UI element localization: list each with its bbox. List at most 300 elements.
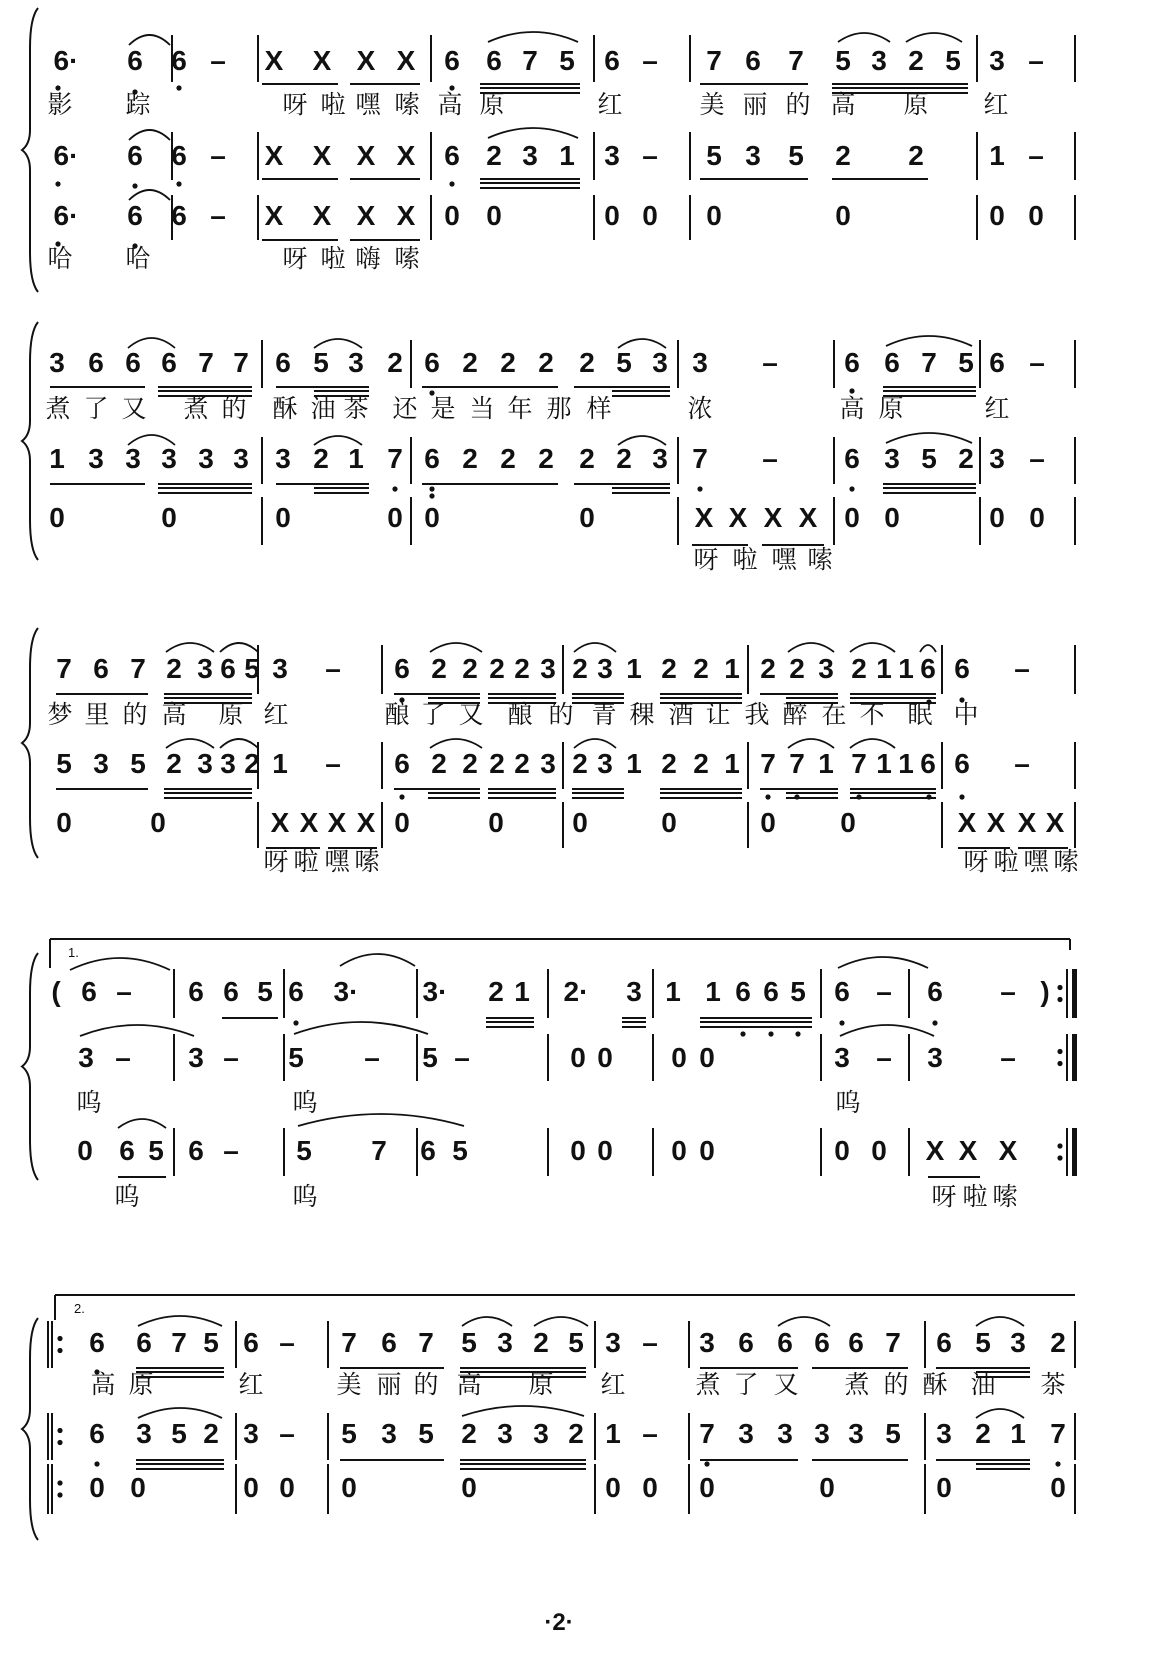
note: 6 — [844, 443, 860, 474]
note: 0 — [604, 200, 620, 231]
slur — [298, 1114, 464, 1126]
note: 2 — [431, 653, 447, 684]
note: 5 — [418, 1418, 434, 1449]
lyric-syllable: 哈 — [125, 244, 151, 273]
note: 3· — [422, 976, 448, 1007]
lyric-syllable: 煮 — [844, 1370, 870, 1399]
note: 0 — [486, 200, 502, 231]
note: 1 — [348, 443, 364, 474]
note: 6 — [88, 347, 104, 378]
lyric-syllable: 美 — [336, 1370, 362, 1399]
lyric-syllable: 让 — [705, 700, 731, 729]
lyric-syllable: 原 — [218, 700, 244, 729]
note: 6 — [848, 1327, 864, 1358]
note: 6 — [954, 653, 970, 684]
octave-dot — [697, 486, 702, 491]
note: 2 — [514, 653, 530, 684]
note: 3 — [652, 443, 668, 474]
note: 6 — [89, 1418, 105, 1449]
note: 1 — [989, 140, 1005, 171]
note: 3 — [197, 653, 213, 684]
octave-dot — [57, 1336, 62, 1341]
slur — [788, 739, 834, 748]
note: 5 — [257, 976, 273, 1007]
note: 0 — [699, 1472, 715, 1503]
note: 3 — [927, 1042, 943, 1073]
note: 5 — [296, 1135, 312, 1166]
lyric-syllable: 又 — [773, 1370, 799, 1399]
lyric-syllable: 嗦 — [1053, 847, 1079, 876]
note: – — [210, 45, 226, 76]
note: 3 — [540, 748, 556, 779]
note: – — [1014, 653, 1030, 684]
note: 0 — [572, 807, 588, 838]
note: – — [642, 1418, 658, 1449]
note: 2 — [538, 443, 554, 474]
note: 5 — [341, 1418, 357, 1449]
note: X — [694, 502, 714, 533]
note: 2 — [514, 748, 530, 779]
system-bracket — [22, 322, 38, 560]
note: 5 — [788, 140, 804, 171]
system-bracket — [22, 628, 38, 858]
note: 6 — [486, 45, 502, 76]
octave-dot — [293, 1020, 298, 1025]
octave-dot — [57, 1440, 62, 1445]
note: 6 — [814, 1327, 830, 1358]
note: 1 — [876, 748, 892, 779]
octave-dot — [704, 1461, 709, 1466]
note: 5 — [975, 1327, 991, 1358]
note: 6 — [424, 347, 440, 378]
note: 1 — [876, 653, 892, 684]
note: 3 — [233, 443, 249, 474]
slur — [850, 643, 895, 652]
note: X — [763, 502, 783, 533]
slur — [340, 954, 415, 966]
note: – — [876, 976, 892, 1007]
lyric-syllable: 呜 — [76, 1088, 102, 1117]
note: – — [210, 140, 226, 171]
lyric-syllable: 青 — [591, 700, 617, 729]
note: 0 — [605, 1472, 621, 1503]
slur — [430, 643, 482, 652]
lyric-syllable: 原 — [128, 1370, 154, 1399]
note: 0 — [49, 502, 65, 533]
octave-dot — [57, 1492, 62, 1497]
octave-dot — [926, 794, 931, 799]
lyric-syllable: 高 — [456, 1370, 482, 1399]
note: 3 — [848, 1418, 864, 1449]
note: 6 — [275, 347, 291, 378]
note: 6 — [745, 45, 761, 76]
lyric-syllable: 呜 — [292, 1088, 318, 1117]
slur — [129, 35, 170, 45]
octave-dot — [57, 1348, 62, 1353]
note: 7 — [233, 347, 249, 378]
lyric-syllable: 了 — [420, 700, 446, 729]
note: 6 — [171, 140, 187, 171]
note: X — [986, 807, 1006, 838]
note: 7 — [921, 347, 937, 378]
note: 3 — [871, 45, 887, 76]
note: 1 — [898, 653, 914, 684]
lyric-syllable: 嗦 — [992, 1182, 1018, 1211]
lyric-syllable: 煮 — [695, 1370, 721, 1399]
note: 5 — [56, 748, 72, 779]
note: 5 — [288, 1042, 304, 1073]
note: 5 — [148, 1135, 164, 1166]
note: 3 — [597, 748, 613, 779]
note: 6 — [920, 748, 936, 779]
octave-dot — [429, 493, 434, 498]
lyric-syllable: 嗦 — [354, 847, 380, 876]
note: ) — [1040, 976, 1050, 1007]
note: 3 — [989, 443, 1005, 474]
note: 2 — [572, 653, 588, 684]
note: 3 — [136, 1418, 152, 1449]
note: 6 — [119, 1135, 135, 1166]
slur — [430, 739, 482, 748]
note: 7 — [522, 45, 538, 76]
note: X — [1017, 807, 1037, 838]
note: X — [327, 807, 347, 838]
note: 0 — [706, 200, 722, 231]
slur — [138, 1408, 222, 1418]
slur — [886, 433, 972, 443]
note: 5 — [958, 347, 974, 378]
lyric-syllable: 嘿 — [324, 847, 350, 876]
octave-dot — [795, 1031, 800, 1036]
slur — [462, 1317, 512, 1326]
slur — [840, 1025, 934, 1036]
note: X — [925, 1135, 945, 1166]
octave-dot — [932, 1020, 937, 1025]
lyric-syllable: 茶 — [1040, 1370, 1066, 1399]
lyric-syllable: 油 — [310, 394, 336, 423]
octave-dot — [449, 181, 454, 186]
lyric-syllable: 呀 — [963, 847, 989, 876]
note: 6 — [127, 200, 143, 231]
note: 6 — [127, 140, 143, 171]
note: 3 — [604, 140, 620, 171]
note: 1 — [1010, 1418, 1026, 1449]
note: 2 — [760, 653, 776, 684]
note: 1 — [49, 443, 65, 474]
slur — [138, 1316, 222, 1326]
note: 0 — [760, 807, 776, 838]
slur — [129, 130, 170, 140]
octave-dot — [1057, 1143, 1062, 1148]
note: 2 — [693, 748, 709, 779]
note: 6 — [394, 748, 410, 779]
lyric-syllable: 红 — [263, 700, 289, 729]
note: 0 — [461, 1472, 477, 1503]
lyric-syllable: 高 — [437, 90, 463, 119]
note: 6 — [161, 347, 177, 378]
note: X — [312, 140, 332, 171]
note: 0 — [579, 502, 595, 533]
note: 3 — [88, 443, 104, 474]
note: 2 — [661, 653, 677, 684]
note: 0 — [161, 502, 177, 533]
note: 0 — [394, 807, 410, 838]
slur — [488, 128, 578, 138]
lyric-syllable: 原 — [479, 90, 505, 119]
note: 2 — [500, 443, 516, 474]
note: 3 — [188, 1042, 204, 1073]
slur — [70, 958, 170, 970]
lyric-syllable: 踪 — [125, 90, 151, 119]
lyric-syllable: 的 — [548, 700, 574, 729]
lyric-syllable: 啦 — [732, 545, 758, 574]
note: 5 — [452, 1135, 468, 1166]
page-number: ·2· — [544, 1609, 574, 1636]
octave-dot — [1057, 997, 1062, 1002]
note: 2 — [572, 748, 588, 779]
slur — [534, 1317, 588, 1326]
lyric-syllable: 酥 — [922, 1370, 948, 1399]
note: 3 — [125, 443, 141, 474]
note: 7 — [851, 748, 867, 779]
note: 2 — [579, 443, 595, 474]
note: 2 — [462, 653, 478, 684]
note: 6 — [420, 1135, 436, 1166]
note: 3 — [161, 443, 177, 474]
lyric-syllable: 中 — [953, 700, 979, 729]
note: 0 — [1050, 1472, 1066, 1503]
note: 5 — [244, 653, 260, 684]
note: 2· — [563, 976, 589, 1007]
final-barline — [1072, 1128, 1077, 1176]
system-bracket — [22, 8, 38, 292]
lyric-syllable: 的 — [221, 394, 247, 423]
note: 2 — [908, 45, 924, 76]
note: – — [364, 1042, 380, 1073]
note: 2 — [244, 748, 260, 779]
note: 1 — [665, 976, 681, 1007]
note: 0 — [1028, 200, 1044, 231]
note: 3 — [834, 1042, 850, 1073]
note: – — [1028, 45, 1044, 76]
note: 7 — [699, 1418, 715, 1449]
slur — [976, 1317, 1024, 1326]
lyric-syllable: 在 — [821, 700, 847, 729]
lyric-syllable: 了 — [83, 394, 109, 423]
note: 0 — [387, 502, 403, 533]
note: 7 — [171, 1327, 187, 1358]
note: 5 — [885, 1418, 901, 1449]
final-barline — [1072, 969, 1077, 1018]
lyric-syllable: 呜 — [114, 1182, 140, 1211]
lyric-syllable: 啦 — [293, 847, 319, 876]
note: 5 — [835, 45, 851, 76]
octave-dot — [740, 1031, 745, 1036]
note: 6 — [81, 976, 97, 1007]
note: 2 — [568, 1418, 584, 1449]
note: 7 — [387, 443, 403, 474]
note: 6 — [884, 347, 900, 378]
note: 6 — [444, 45, 460, 76]
lyric-syllable: 红 — [597, 90, 623, 119]
octave-dot — [176, 85, 181, 90]
lyric-syllable: 高 — [161, 700, 187, 729]
note: 5 — [568, 1327, 584, 1358]
octave-dot — [176, 181, 181, 186]
octave-dot — [1057, 1155, 1062, 1160]
note: 2 — [461, 1418, 477, 1449]
note: 6 — [735, 976, 751, 1007]
note: 2 — [462, 443, 478, 474]
note: 3 — [738, 1418, 754, 1449]
slur — [838, 957, 928, 968]
lyric-syllable: 嗨 — [355, 244, 381, 273]
octave-dot — [768, 1031, 773, 1036]
volta-label: 2. — [74, 1301, 85, 1316]
note: 6 — [844, 347, 860, 378]
slur — [838, 33, 890, 42]
lyric-syllable: 醉 — [782, 700, 808, 729]
note: 6 — [223, 976, 239, 1007]
note: 2 — [489, 748, 505, 779]
note: 2 — [533, 1327, 549, 1358]
note: 7 — [198, 347, 214, 378]
note: 0 — [275, 502, 291, 533]
lyric-syllable: 红 — [238, 1370, 264, 1399]
note: 3· — [333, 976, 359, 1007]
note: X — [264, 200, 284, 231]
note: 7 — [341, 1327, 357, 1358]
octave-dot — [765, 794, 770, 799]
note: – — [1029, 347, 1045, 378]
note: 1 — [605, 1418, 621, 1449]
octave-dot — [399, 794, 404, 799]
note: 6 — [834, 976, 850, 1007]
note: 2 — [693, 653, 709, 684]
note: – — [762, 347, 778, 378]
note: – — [1014, 748, 1030, 779]
note: X — [264, 140, 284, 171]
note: X — [299, 807, 319, 838]
note: 7 — [692, 443, 708, 474]
note: X — [728, 502, 748, 533]
octave-dot — [849, 388, 854, 393]
system-bracket — [22, 953, 38, 1180]
note: 3 — [818, 653, 834, 684]
lyric-syllable: 原 — [528, 1370, 554, 1399]
note: 6 — [243, 1327, 259, 1358]
note: 0 — [661, 807, 677, 838]
note: 0 — [819, 1472, 835, 1503]
note: 2 — [616, 443, 632, 474]
lyric-syllable: 红 — [983, 90, 1009, 119]
note: 3 — [49, 347, 65, 378]
note: 3 — [93, 748, 109, 779]
note: 6 — [604, 45, 620, 76]
slur — [220, 643, 258, 652]
note: 1 — [724, 748, 740, 779]
lyric-syllable: 我 — [744, 700, 770, 729]
lyric-syllable: 酿 — [507, 700, 533, 729]
lyric-syllable: 不 — [859, 700, 885, 729]
lyric-syllable: 酿 — [384, 700, 410, 729]
note: 1 — [272, 748, 288, 779]
lyric-syllable: 了 — [733, 1370, 759, 1399]
note: 2 — [462, 748, 478, 779]
note: – — [223, 1042, 239, 1073]
note: 2 — [538, 347, 554, 378]
note: 3 — [626, 976, 642, 1007]
octave-dot — [429, 486, 434, 491]
slur — [850, 739, 895, 748]
note: X — [270, 807, 290, 838]
lyric-syllable: 嗦 — [394, 244, 420, 273]
note: 2 — [166, 748, 182, 779]
slur — [886, 336, 972, 346]
note: 0 — [936, 1472, 952, 1503]
octave-dot — [1057, 1061, 1062, 1066]
note: 2 — [908, 140, 924, 171]
note: – — [1000, 976, 1016, 1007]
note: 2 — [488, 976, 504, 1007]
note: 0 — [844, 502, 860, 533]
lyric-syllable: 那 — [546, 394, 572, 423]
note: – — [1029, 443, 1045, 474]
note: 0 — [835, 200, 851, 231]
note: 1 — [514, 976, 530, 1007]
lyric-syllable: 酒 — [668, 700, 694, 729]
note: X — [396, 200, 416, 231]
note: 5 — [130, 748, 146, 779]
note: X — [356, 200, 376, 231]
note: 3 — [540, 653, 556, 684]
note: 0 — [642, 200, 658, 231]
note: 6 — [444, 140, 460, 171]
lyric-syllable: 高 — [830, 90, 856, 119]
system-bracket — [22, 1318, 38, 1540]
note: 2 — [313, 443, 329, 474]
octave-dot — [57, 1480, 62, 1485]
lyric-syllable: 嗦 — [394, 90, 420, 119]
lyric-syllable: 又 — [121, 394, 147, 423]
note: 3 — [381, 1418, 397, 1449]
note: – — [454, 1042, 470, 1073]
note: 3 — [243, 1418, 259, 1449]
note: 0 — [56, 807, 72, 838]
note: 2 — [500, 347, 516, 378]
note: – — [642, 45, 658, 76]
note: 2 — [462, 347, 478, 378]
note: 0 — [341, 1472, 357, 1503]
octave-dot — [839, 1020, 844, 1025]
lyric-syllable: 呜 — [835, 1088, 861, 1117]
note: 0 — [1029, 502, 1045, 533]
slur — [462, 1406, 584, 1416]
note: X — [798, 502, 818, 533]
note: 6 — [288, 976, 304, 1007]
note: 0 — [150, 807, 166, 838]
slur — [574, 739, 616, 748]
note: – — [1028, 140, 1044, 171]
note: X — [356, 807, 376, 838]
lyric-syllable: 稞 — [629, 700, 655, 729]
note: – — [762, 443, 778, 474]
octave-dot — [392, 486, 397, 491]
slur — [80, 1025, 194, 1036]
note: 6 — [920, 653, 936, 684]
note: 6 — [927, 976, 943, 1007]
note: 3 — [533, 1418, 549, 1449]
